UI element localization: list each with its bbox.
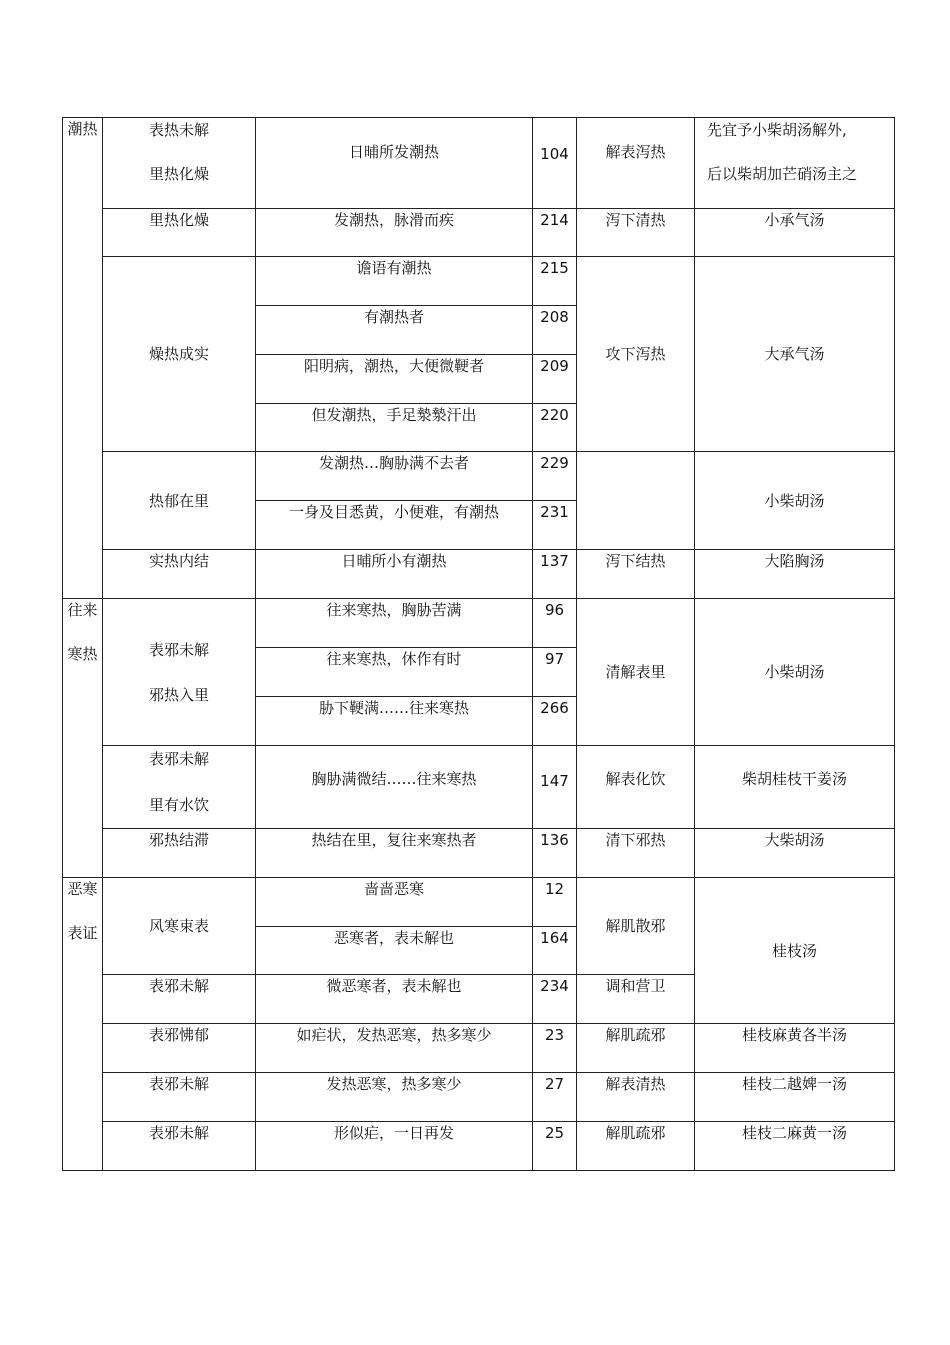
pattern-text: 燥热成实 xyxy=(148,345,209,363)
formula-cell xyxy=(695,550,895,599)
symptom-text: 谵语有潮热 xyxy=(356,259,432,277)
symptom-text: 发潮热…胸胁满不去者 xyxy=(318,454,469,472)
clause-number xyxy=(533,1024,577,1073)
clause-number-text: 231 xyxy=(540,503,569,521)
method-text: 泻下清热 xyxy=(605,211,666,229)
clause-number xyxy=(533,501,577,550)
symptom-cell xyxy=(256,1122,533,1171)
table-row xyxy=(63,118,895,209)
method-text: 解肌疏邪 xyxy=(605,1124,666,1142)
symptom-cell xyxy=(256,975,533,1024)
symptom-text: 如疟状，发热恶寒，热多寒少 xyxy=(296,1026,492,1044)
pattern-text: 邪热入里 xyxy=(148,685,209,704)
symptom-text: 但发潮热，手足漐漐汗出 xyxy=(311,406,477,424)
formula-cell xyxy=(695,257,895,452)
formula-text: 大柴胡汤 xyxy=(764,831,825,849)
formula-text: 后以柴胡加芒硝汤主之 xyxy=(707,165,858,183)
category-cell xyxy=(63,599,103,878)
pattern-text: 表邪怫郁 xyxy=(148,1026,209,1044)
clause-number xyxy=(533,1073,577,1122)
formula-cell xyxy=(695,1122,895,1171)
symptom-text: 阳明病，潮热，大便微鞕者 xyxy=(303,357,484,375)
formula-cell xyxy=(695,452,895,550)
symptom-text: 胸胁满微结……往来寒热 xyxy=(311,770,477,788)
clause-number-text: 97 xyxy=(544,650,565,668)
clause-number-text: 96 xyxy=(544,601,565,619)
pattern-cell xyxy=(103,975,256,1024)
method-text: 调和营卫 xyxy=(605,977,666,995)
symptom-cell xyxy=(256,550,533,599)
clause-number xyxy=(533,697,577,746)
symptom-cell xyxy=(256,306,533,355)
clause-number-text: 23 xyxy=(544,1026,565,1044)
clause-number-text: 27 xyxy=(544,1075,565,1093)
symptom-cell xyxy=(256,599,533,648)
formula-text: 小柴胡汤 xyxy=(764,663,825,681)
symptom-text: 有潮热者 xyxy=(363,308,424,326)
clause-number-text: 220 xyxy=(540,406,569,424)
formula-text: 桂枝汤 xyxy=(771,941,817,960)
clause-number-text: 229 xyxy=(540,454,569,472)
pattern-cell xyxy=(103,1073,256,1122)
formula-cell xyxy=(695,1073,895,1122)
clause-number-text: 208 xyxy=(540,308,569,326)
formula-cell xyxy=(695,746,895,829)
pattern-cell xyxy=(103,1122,256,1171)
symptom-cell xyxy=(256,404,533,452)
pattern-cell xyxy=(103,452,256,550)
symptom-cell xyxy=(256,355,533,404)
clause-number-text: 136 xyxy=(540,831,569,849)
pattern-cell xyxy=(103,878,256,975)
clause-number-text: 234 xyxy=(540,977,569,995)
formula-text: 桂枝二麻黄一汤 xyxy=(741,1124,847,1142)
symptom-cell xyxy=(256,501,533,550)
category-cell xyxy=(63,118,103,599)
method-cell xyxy=(577,746,695,829)
method-cell xyxy=(577,1073,695,1122)
symptom-cell xyxy=(256,1024,533,1073)
clause-number xyxy=(533,118,577,209)
clause-number-text: 12 xyxy=(544,880,565,898)
method-text: 解表化饮 xyxy=(605,770,666,788)
pattern-cell xyxy=(103,209,256,257)
symptom-text: 形似疟，一日再发 xyxy=(333,1124,454,1142)
clause-number xyxy=(533,648,577,697)
clause-number xyxy=(533,746,577,829)
clause-number-text: 164 xyxy=(540,929,569,947)
symptom-cell xyxy=(256,118,533,209)
pattern-text: 里热化燥 xyxy=(148,165,209,183)
category-cell xyxy=(63,878,103,1171)
pattern-text: 里有水饮 xyxy=(148,796,209,814)
method-cell xyxy=(577,1024,695,1073)
pattern-text: 风寒束表 xyxy=(148,917,209,935)
pattern-cell xyxy=(103,1024,256,1073)
pattern-text: 里热化燥 xyxy=(148,211,209,229)
formula-cell xyxy=(695,118,895,209)
method-text: 泻下结热 xyxy=(605,552,666,570)
pattern-text: 表邪未解 xyxy=(148,1075,209,1093)
table-row xyxy=(63,452,895,501)
formula-text: 柴胡桂枝干姜汤 xyxy=(741,770,847,788)
formula-cell xyxy=(695,1024,895,1073)
method-cell xyxy=(577,550,695,599)
clause-number xyxy=(533,975,577,1024)
formula-text: 小柴胡汤 xyxy=(764,491,825,510)
table-row xyxy=(63,1024,895,1073)
clause-number-text: 215 xyxy=(540,259,569,277)
table-row xyxy=(63,257,895,306)
clause-number xyxy=(533,829,577,878)
table-row xyxy=(63,829,895,878)
formula-cell xyxy=(695,599,895,746)
table-row xyxy=(63,599,895,648)
table-row xyxy=(63,1122,895,1171)
symptom-cell xyxy=(256,878,533,927)
clause-number xyxy=(533,599,577,648)
symptom-cell xyxy=(256,927,533,975)
clause-number-text: 209 xyxy=(540,357,569,375)
pattern-text: 表热未解 xyxy=(148,121,209,139)
formula-text: 小承气汤 xyxy=(764,211,825,229)
method-cell xyxy=(577,878,695,975)
category-label: 恶寒 xyxy=(67,880,98,898)
category-label: 往来 xyxy=(67,601,98,619)
method-text: 解肌疏邪 xyxy=(605,1026,666,1044)
pattern-text: 表邪未解 xyxy=(148,1124,209,1142)
clause-number xyxy=(533,355,577,404)
clause-number-text: 147 xyxy=(540,772,569,790)
clause-number xyxy=(533,927,577,975)
clause-number xyxy=(533,878,577,927)
pattern-text: 表邪未解 xyxy=(148,640,209,659)
method-text: 解肌散邪 xyxy=(605,917,666,935)
method-text: 解表清热 xyxy=(605,1075,666,1093)
clause-number xyxy=(533,1122,577,1171)
formula-text: 大承气汤 xyxy=(764,345,825,363)
symptom-text: 啬啬恶寒 xyxy=(363,880,424,898)
symptom-cell xyxy=(256,257,533,306)
symptom-cell xyxy=(256,209,533,257)
pattern-cell xyxy=(103,746,256,829)
symptom-text: 胁下鞕满……往来寒热 xyxy=(318,699,469,717)
symptom-text: 热结在里，复往来寒热者 xyxy=(311,831,477,849)
clause-number-text: 25 xyxy=(544,1124,565,1142)
pattern-text: 表邪未解 xyxy=(148,977,209,995)
method-text: 清下邪热 xyxy=(605,831,666,849)
pattern-text: 实热内结 xyxy=(148,552,209,570)
category-label: 潮热 xyxy=(67,120,98,138)
formula-text: 大陷胸汤 xyxy=(764,552,825,570)
category-label: 寒热 xyxy=(67,645,98,663)
symptom-cell xyxy=(256,1073,533,1122)
clause-number-text: 104 xyxy=(540,145,569,163)
clause-number-text: 137 xyxy=(540,552,569,570)
method-text: 清解表里 xyxy=(605,663,666,681)
method-cell xyxy=(577,118,695,209)
formula-cell xyxy=(695,209,895,257)
symptom-text: 发热恶寒，热多寒少 xyxy=(326,1075,462,1093)
symptom-text: 日晡所发潮热 xyxy=(348,143,439,161)
method-cell xyxy=(577,975,695,1024)
symptom-text: 一身及目悉黄，小便难，有潮热 xyxy=(288,503,499,521)
pattern-text: 邪热结滞 xyxy=(148,831,209,849)
symptom-text: 恶寒者，表未解也 xyxy=(333,929,454,947)
symptom-text: 发潮热，脉滑而疾 xyxy=(333,211,454,229)
table-row xyxy=(63,878,895,927)
category-label: 表证 xyxy=(67,924,98,942)
symptom-cell xyxy=(256,697,533,746)
clause-number xyxy=(533,550,577,599)
symptom-cell xyxy=(256,829,533,878)
pattern-text: 表邪未解 xyxy=(148,750,209,768)
symptom-text: 往来寒热，休作有时 xyxy=(326,650,462,668)
symptom-text: 微恶寒者，表未解也 xyxy=(326,977,462,995)
pattern-cell xyxy=(103,118,256,209)
symptom-cell xyxy=(256,452,533,501)
clause-number-text: 266 xyxy=(540,699,569,717)
pattern-text: 热郁在里 xyxy=(148,491,209,510)
table-row xyxy=(63,209,895,257)
formula-cell xyxy=(695,878,895,1024)
table-row xyxy=(63,1073,895,1122)
clause-number xyxy=(533,404,577,452)
method-cell xyxy=(577,452,695,550)
table-row xyxy=(63,550,895,599)
pattern-cell xyxy=(103,550,256,599)
formula-text: 桂枝麻黄各半汤 xyxy=(741,1026,847,1044)
clause-number xyxy=(533,209,577,257)
formula-cell xyxy=(695,829,895,878)
pattern-cell xyxy=(103,599,256,746)
clause-number xyxy=(533,306,577,355)
pattern-cell xyxy=(103,829,256,878)
method-cell xyxy=(577,257,695,452)
formula-text: 先宜予小柴胡汤解外, xyxy=(707,121,847,139)
method-cell xyxy=(577,1122,695,1171)
clause-number-text: 214 xyxy=(540,211,569,229)
method-text: 攻下泻热 xyxy=(605,345,666,363)
symptom-cell xyxy=(256,746,533,829)
formula-text: 桂枝二越婢一汤 xyxy=(741,1075,847,1093)
pattern-cell xyxy=(103,257,256,452)
symptom-text: 往来寒热，胸胁苦满 xyxy=(326,601,462,619)
method-cell xyxy=(577,599,695,746)
formula-table xyxy=(62,117,895,1171)
table-row xyxy=(63,746,895,829)
clause-number xyxy=(533,257,577,306)
method-text: 解表泻热 xyxy=(605,143,666,161)
clause-number xyxy=(533,452,577,501)
symptom-text: 日晡所小有潮热 xyxy=(341,552,447,570)
method-cell xyxy=(577,829,695,878)
symptom-cell xyxy=(256,648,533,697)
method-cell xyxy=(577,209,695,257)
